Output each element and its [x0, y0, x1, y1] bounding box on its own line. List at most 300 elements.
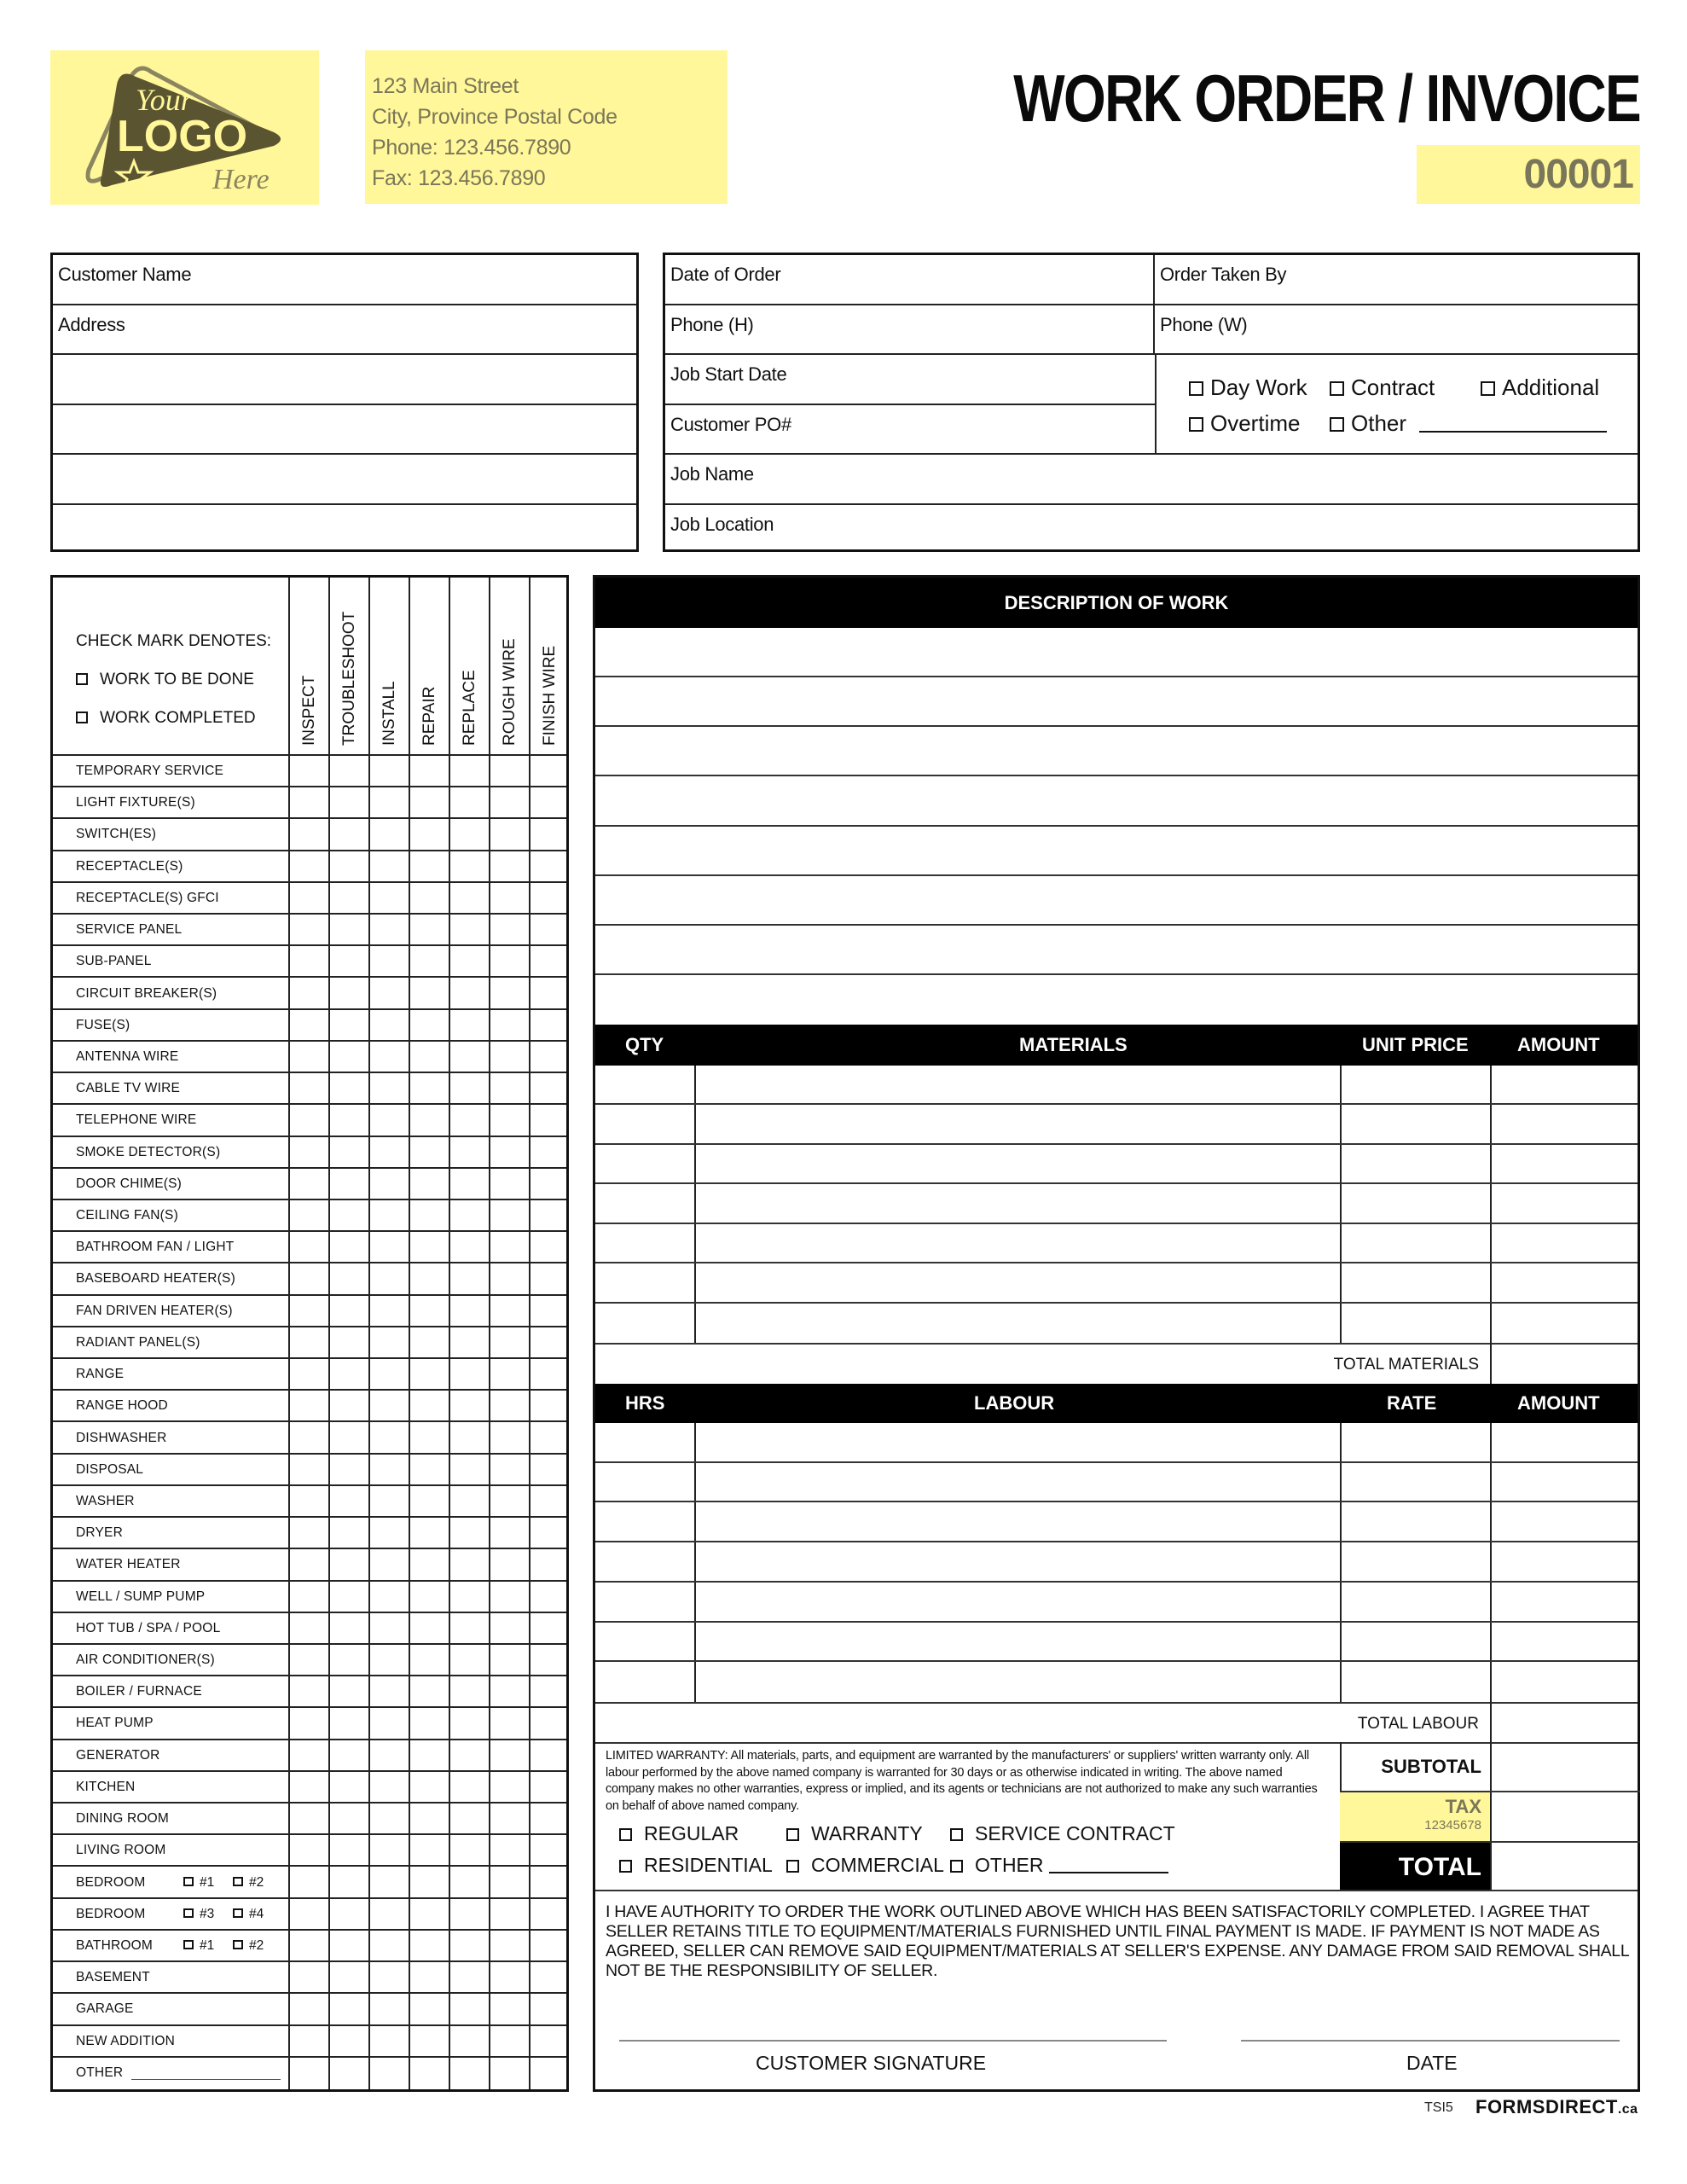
labour-price-cell[interactable]	[1340, 1623, 1490, 1661]
checklist-cell[interactable]	[370, 851, 409, 881]
materials-amount-cell[interactable]	[1490, 1105, 1638, 1142]
checklist-cell[interactable]	[450, 1613, 489, 1643]
checklist-cell[interactable]	[450, 1455, 489, 1484]
checklist-cell[interactable]	[410, 1232, 449, 1262]
checklist-cell[interactable]	[530, 1296, 569, 1326]
checklist-cell[interactable]	[410, 756, 449, 786]
checklist-cell[interactable]	[330, 851, 368, 881]
checklist-cell[interactable]	[530, 787, 569, 817]
checklist-cell[interactable]	[490, 2058, 529, 2089]
checklist-cell[interactable]	[290, 883, 328, 913]
address-field[interactable]: Address	[53, 305, 636, 356]
checklist-cell[interactable]	[530, 1962, 569, 1992]
checklist-cell[interactable]	[410, 979, 449, 1008]
checklist-cell[interactable]	[410, 1042, 449, 1072]
checklist-cell[interactable]	[450, 1169, 489, 1199]
checklist-cell[interactable]	[490, 1200, 529, 1230]
checklist-cell[interactable]	[330, 1073, 368, 1103]
checklist-cell[interactable]	[530, 1200, 569, 1230]
checklist-cell[interactable]	[330, 2026, 368, 2056]
other-type-input[interactable]	[1049, 1855, 1168, 1873]
materials-desc-cell[interactable]	[694, 1263, 1340, 1301]
checklist-cell[interactable]	[530, 1899, 569, 1929]
checklist-cell[interactable]	[530, 915, 569, 944]
materials-qty-cell[interactable]	[595, 1184, 694, 1222]
checklist-cell[interactable]	[410, 1263, 449, 1293]
checklist-cell[interactable]	[290, 1455, 328, 1484]
overtime-checkbox[interactable]: Overtime	[1189, 410, 1300, 437]
materials-amount-cell[interactable]	[1490, 1066, 1638, 1103]
checklist-cell[interactable]	[290, 1994, 328, 2024]
checklist-cell[interactable]	[370, 946, 409, 976]
checklist-cell[interactable]	[290, 1899, 328, 1929]
materials-qty-cell[interactable]	[595, 1263, 694, 1301]
checklist-cell[interactable]	[370, 1994, 409, 2024]
checklist-cell[interactable]	[530, 1391, 569, 1420]
checklist-cell[interactable]	[530, 979, 569, 1008]
regular-checkbox[interactable]: REGULAR	[619, 1822, 739, 1845]
checklist-cell[interactable]	[370, 1676, 409, 1706]
day-work-checkbox[interactable]: Day Work	[1189, 375, 1307, 401]
checklist-cell[interactable]	[290, 1962, 328, 1992]
checklist-cell[interactable]	[410, 1296, 449, 1326]
checklist-cell[interactable]	[290, 1327, 328, 1357]
labour-amount-cell[interactable]	[1490, 1463, 1638, 1502]
checklist-cell[interactable]	[330, 1804, 368, 1833]
checklist-cell[interactable]	[290, 1073, 328, 1103]
checklist-cell[interactable]	[490, 1518, 529, 1548]
checklist-cell[interactable]	[450, 1931, 489, 1960]
checklist-cell[interactable]	[410, 946, 449, 976]
checklist-cell[interactable]	[450, 1391, 489, 1420]
checklist-cell[interactable]	[530, 946, 569, 976]
checklist-cell[interactable]	[330, 1899, 368, 1929]
checklist-cell[interactable]	[450, 1582, 489, 1612]
room-number-checkbox[interactable]: #4	[233, 1907, 264, 1922]
checklist-cell[interactable]	[290, 851, 328, 881]
checklist-cell[interactable]	[490, 1423, 529, 1453]
materials-amount-cell[interactable]	[1490, 1263, 1638, 1301]
checklist-cell[interactable]	[490, 819, 529, 849]
checklist-cell[interactable]	[370, 1137, 409, 1167]
checklist-cell[interactable]	[370, 1423, 409, 1453]
labour-desc-cell[interactable]	[694, 1623, 1340, 1661]
checklist-cell[interactable]	[490, 1962, 529, 1992]
checklist-cell[interactable]	[530, 1931, 569, 1960]
checklist-cell[interactable]	[330, 1296, 368, 1326]
checklist-cell[interactable]	[410, 1073, 449, 1103]
checklist-cell[interactable]	[370, 1582, 409, 1612]
checklist-cell[interactable]	[450, 1549, 489, 1579]
checklist-cell[interactable]	[290, 1740, 328, 1770]
labour-desc-cell[interactable]	[694, 1662, 1340, 1702]
checklist-cell[interactable]	[530, 1740, 569, 1770]
materials-amount-cell[interactable]	[1490, 1224, 1638, 1262]
checklist-cell[interactable]	[530, 1010, 569, 1040]
checklist-cell[interactable]	[370, 787, 409, 817]
checklist-cell[interactable]	[490, 1676, 529, 1706]
checklist-cell[interactable]	[290, 1708, 328, 1738]
labour-qty-cell[interactable]	[595, 1502, 694, 1541]
other-item-input[interactable]	[131, 2061, 281, 2080]
labour-desc-cell[interactable]	[694, 1502, 1340, 1541]
checklist-cell[interactable]	[370, 1549, 409, 1579]
checklist-cell[interactable]	[290, 1549, 328, 1579]
labour-desc-cell[interactable]	[694, 1423, 1340, 1461]
checklist-cell[interactable]	[290, 1296, 328, 1326]
description-line-input[interactable]	[595, 727, 1638, 776]
checklist-cell[interactable]	[490, 979, 529, 1008]
checklist-cell[interactable]	[450, 1105, 489, 1135]
checklist-cell[interactable]	[410, 819, 449, 849]
checklist-cell[interactable]	[490, 1359, 529, 1389]
checklist-cell[interactable]	[370, 1073, 409, 1103]
job-location-field[interactable]: Job Location	[670, 513, 774, 535]
checklist-cell[interactable]	[290, 979, 328, 1008]
labour-qty-cell[interactable]	[595, 1662, 694, 1702]
checklist-cell[interactable]	[330, 1613, 368, 1643]
checklist-cell[interactable]	[410, 2058, 449, 2089]
materials-price-cell[interactable]	[1340, 1184, 1490, 1222]
checklist-cell[interactable]	[490, 1708, 529, 1738]
checklist-cell[interactable]	[330, 1994, 368, 2024]
materials-amount-cell[interactable]	[1490, 1145, 1638, 1182]
labour-qty-cell[interactable]	[595, 1583, 694, 1621]
checklist-cell[interactable]	[330, 1486, 368, 1516]
materials-amount-cell[interactable]	[1490, 1184, 1638, 1222]
checklist-cell[interactable]	[370, 1169, 409, 1199]
checklist-cell[interactable]	[410, 1010, 449, 1040]
checklist-cell[interactable]	[450, 1232, 489, 1262]
checklist-cell[interactable]	[530, 883, 569, 913]
subtotal-amount-field[interactable]	[1492, 1742, 1638, 1791]
checklist-cell[interactable]	[330, 1582, 368, 1612]
checklist-cell[interactable]	[330, 1962, 368, 1992]
checklist-cell[interactable]	[410, 1772, 449, 1802]
checklist-cell[interactable]	[370, 1105, 409, 1135]
checklist-cell[interactable]	[370, 1708, 409, 1738]
checklist-cell[interactable]	[330, 1518, 368, 1548]
checklist-cell[interactable]	[370, 1835, 409, 1865]
checklist-cell[interactable]	[290, 946, 328, 976]
phone-home-field[interactable]: Phone (H)	[665, 305, 1155, 356]
checklist-cell[interactable]	[410, 1708, 449, 1738]
checklist-cell[interactable]	[450, 1486, 489, 1516]
checklist-cell[interactable]	[530, 1327, 569, 1357]
checklist-cell[interactable]	[330, 1010, 368, 1040]
checklist-cell[interactable]	[370, 1359, 409, 1389]
checklist-cell[interactable]	[290, 2058, 328, 2089]
checklist-cell[interactable]	[290, 1518, 328, 1548]
checklist-cell[interactable]	[530, 1613, 569, 1643]
labour-price-cell[interactable]	[1340, 1502, 1490, 1541]
checklist-cell[interactable]	[450, 1899, 489, 1929]
other-type-checkbox[interactable]: OTHER	[950, 1854, 1168, 1877]
materials-price-cell[interactable]	[1340, 1066, 1490, 1103]
phone-work-field[interactable]: Phone (W)	[1155, 305, 1638, 356]
checklist-cell[interactable]	[410, 1423, 449, 1453]
checklist-cell[interactable]	[450, 883, 489, 913]
checklist-cell[interactable]	[370, 1327, 409, 1357]
checklist-cell[interactable]	[290, 2026, 328, 2056]
checklist-cell[interactable]	[490, 1582, 529, 1612]
checklist-cell[interactable]	[530, 1359, 569, 1389]
checklist-cell[interactable]	[370, 1772, 409, 1802]
checklist-cell[interactable]	[450, 2058, 489, 2089]
checklist-cell[interactable]	[530, 2026, 569, 2056]
checklist-cell[interactable]	[530, 2058, 569, 2089]
checklist-cell[interactable]	[450, 1073, 489, 1103]
description-line-input[interactable]	[595, 628, 1638, 677]
materials-desc-cell[interactable]	[694, 1105, 1340, 1142]
materials-desc-cell[interactable]	[694, 1145, 1340, 1182]
checklist-cell[interactable]	[490, 1296, 529, 1326]
address-line-4-field[interactable]	[53, 455, 636, 505]
checklist-cell[interactable]	[450, 1740, 489, 1770]
checklist-cell[interactable]	[490, 1232, 529, 1262]
checklist-cell[interactable]	[370, 1740, 409, 1770]
materials-qty-cell[interactable]	[595, 1105, 694, 1142]
checklist-cell[interactable]	[290, 819, 328, 849]
checklist-cell[interactable]	[530, 1518, 569, 1548]
labour-price-cell[interactable]	[1340, 1583, 1490, 1621]
checklist-cell[interactable]	[530, 1994, 569, 2024]
checklist-cell[interactable]	[490, 1645, 529, 1675]
checklist-cell[interactable]	[330, 1676, 368, 1706]
checklist-cell[interactable]	[290, 915, 328, 944]
checklist-cell[interactable]	[450, 1962, 489, 1992]
checklist-cell[interactable]	[530, 1169, 569, 1199]
checklist-cell[interactable]	[330, 1105, 368, 1135]
checklist-cell[interactable]	[410, 1105, 449, 1135]
date-signature-line[interactable]	[1241, 2040, 1620, 2042]
labour-price-cell[interactable]	[1340, 1542, 1490, 1581]
checklist-cell[interactable]	[330, 946, 368, 976]
materials-price-cell[interactable]	[1340, 1263, 1490, 1301]
materials-amount-cell[interactable]	[1490, 1304, 1638, 1343]
checklist-cell[interactable]	[290, 1582, 328, 1612]
checklist-cell[interactable]	[330, 883, 368, 913]
checklist-cell[interactable]	[410, 1867, 449, 1897]
checklist-cell[interactable]	[450, 1327, 489, 1357]
additional-checkbox[interactable]: Additional	[1481, 375, 1599, 401]
checklist-cell[interactable]	[490, 787, 529, 817]
checklist-cell[interactable]	[370, 1042, 409, 1072]
checklist-cell[interactable]	[530, 1137, 569, 1167]
checklist-cell[interactable]	[450, 915, 489, 944]
checklist-cell[interactable]	[370, 915, 409, 944]
checklist-cell[interactable]	[330, 1263, 368, 1293]
checklist-cell[interactable]	[450, 946, 489, 976]
contract-checkbox[interactable]: Contract	[1330, 375, 1435, 401]
checklist-cell[interactable]	[370, 1296, 409, 1326]
checklist-cell[interactable]	[410, 1645, 449, 1675]
labour-amount-cell[interactable]	[1490, 1583, 1638, 1621]
labour-price-cell[interactable]	[1340, 1662, 1490, 1702]
tax-amount-field[interactable]	[1492, 1792, 1638, 1841]
checklist-cell[interactable]	[290, 1613, 328, 1643]
checklist-cell[interactable]	[330, 1867, 368, 1897]
checklist-cell[interactable]	[450, 1200, 489, 1230]
checklist-cell[interactable]	[490, 1105, 529, 1135]
checklist-cell[interactable]	[330, 1169, 368, 1199]
labour-qty-cell[interactable]	[595, 1623, 694, 1661]
checklist-cell[interactable]	[370, 1867, 409, 1897]
checklist-cell[interactable]	[370, 819, 409, 849]
checklist-cell[interactable]	[410, 787, 449, 817]
checklist-cell[interactable]	[450, 1708, 489, 1738]
checklist-cell[interactable]	[450, 1296, 489, 1326]
other-work-type-input[interactable]	[1419, 410, 1607, 437]
checklist-cell[interactable]	[370, 2058, 409, 2089]
materials-desc-cell[interactable]	[694, 1066, 1340, 1103]
labour-price-cell[interactable]	[1340, 1463, 1490, 1502]
checklist-cell[interactable]	[330, 1137, 368, 1167]
description-line-input[interactable]	[595, 827, 1638, 876]
checklist-cell[interactable]	[290, 1931, 328, 1960]
checklist-cell[interactable]	[490, 851, 529, 881]
checklist-cell[interactable]	[290, 1645, 328, 1675]
other-work-type-checkbox[interactable]: Other	[1330, 410, 1406, 437]
checklist-cell[interactable]	[450, 1867, 489, 1897]
checklist-cell[interactable]	[410, 1931, 449, 1960]
materials-price-cell[interactable]	[1340, 1224, 1490, 1262]
labour-amount-cell[interactable]	[1490, 1502, 1638, 1541]
checklist-cell[interactable]	[370, 1010, 409, 1040]
checklist-cell[interactable]	[330, 1232, 368, 1262]
checklist-cell[interactable]	[450, 1042, 489, 1072]
checklist-cell[interactable]	[290, 1391, 328, 1420]
checklist-cell[interactable]	[410, 2026, 449, 2056]
labour-qty-cell[interactable]	[595, 1463, 694, 1502]
checklist-cell[interactable]	[530, 851, 569, 881]
commercial-checkbox[interactable]: COMMERCIAL	[786, 1854, 944, 1877]
checklist-cell[interactable]	[530, 1645, 569, 1675]
description-line-input[interactable]	[595, 677, 1638, 727]
address-line-3-field[interactable]	[53, 405, 636, 456]
materials-qty-cell[interactable]	[595, 1224, 694, 1262]
checklist-cell[interactable]	[450, 1835, 489, 1865]
checklist-cell[interactable]	[490, 1931, 529, 1960]
checklist-cell[interactable]	[530, 1105, 569, 1135]
materials-desc-cell[interactable]	[694, 1184, 1340, 1222]
checklist-cell[interactable]	[450, 1645, 489, 1675]
checklist-cell[interactable]	[290, 1105, 328, 1135]
checklist-cell[interactable]	[450, 1676, 489, 1706]
checklist-cell[interactable]	[490, 1772, 529, 1802]
checklist-cell[interactable]	[530, 1582, 569, 1612]
total-labour-amount-field[interactable]	[1492, 1702, 1638, 1742]
checklist-cell[interactable]	[290, 1137, 328, 1167]
checklist-cell[interactable]	[330, 819, 368, 849]
checklist-cell[interactable]	[330, 1740, 368, 1770]
checklist-cell[interactable]	[370, 1263, 409, 1293]
checklist-cell[interactable]	[490, 946, 529, 976]
checklist-cell[interactable]	[330, 1327, 368, 1357]
checklist-cell[interactable]	[490, 1994, 529, 2024]
checklist-cell[interactable]	[410, 1359, 449, 1389]
checklist-cell[interactable]	[410, 883, 449, 913]
checklist-cell[interactable]	[410, 1391, 449, 1420]
checklist-cell[interactable]	[410, 1327, 449, 1357]
checklist-cell[interactable]	[330, 979, 368, 1008]
checklist-cell[interactable]	[490, 1391, 529, 1420]
checklist-cell[interactable]	[290, 1042, 328, 1072]
checklist-cell[interactable]	[290, 1010, 328, 1040]
labour-price-cell[interactable]	[1340, 1423, 1490, 1461]
checklist-cell[interactable]	[490, 1740, 529, 1770]
checklist-cell[interactable]	[490, 1137, 529, 1167]
checklist-cell[interactable]	[450, 979, 489, 1008]
checklist-cell[interactable]	[370, 1804, 409, 1833]
checklist-cell[interactable]	[490, 1263, 529, 1293]
checklist-cell[interactable]	[330, 1549, 368, 1579]
checklist-cell[interactable]	[410, 1582, 449, 1612]
checklist-cell[interactable]	[370, 883, 409, 913]
labour-qty-cell[interactable]	[595, 1542, 694, 1581]
checklist-cell[interactable]	[530, 1867, 569, 1897]
checklist-cell[interactable]	[330, 1772, 368, 1802]
checklist-cell[interactable]	[370, 1645, 409, 1675]
checklist-cell[interactable]	[450, 1263, 489, 1293]
room-number-checkbox[interactable]: #2	[233, 1875, 264, 1891]
total-amount-field[interactable]	[1492, 1843, 1638, 1890]
checklist-cell[interactable]	[330, 787, 368, 817]
customer-name-field[interactable]: Customer Name	[53, 255, 636, 305]
checklist-cell[interactable]	[530, 756, 569, 786]
checklist-cell[interactable]	[490, 1455, 529, 1484]
checklist-cell[interactable]	[450, 1359, 489, 1389]
checklist-cell[interactable]	[410, 1613, 449, 1643]
materials-qty-cell[interactable]	[595, 1066, 694, 1103]
labour-amount-cell[interactable]	[1490, 1662, 1638, 1702]
checklist-cell[interactable]	[450, 1994, 489, 2024]
materials-price-cell[interactable]	[1340, 1105, 1490, 1142]
checklist-cell[interactable]	[530, 1423, 569, 1453]
checklist-cell[interactable]	[370, 979, 409, 1008]
checklist-cell[interactable]	[490, 1073, 529, 1103]
checklist-cell[interactable]	[330, 1835, 368, 1865]
labour-desc-cell[interactable]	[694, 1463, 1340, 1502]
checklist-cell[interactable]	[330, 1042, 368, 1072]
checklist-cell[interactable]	[370, 1200, 409, 1230]
checklist-cell[interactable]	[450, 787, 489, 817]
checklist-cell[interactable]	[410, 851, 449, 881]
checklist-cell[interactable]	[290, 756, 328, 786]
checklist-cell[interactable]	[410, 1740, 449, 1770]
room-number-checkbox[interactable]: #3	[183, 1907, 214, 1922]
checklist-cell[interactable]	[410, 1994, 449, 2024]
job-name-field[interactable]: Job Name	[665, 455, 1638, 505]
address-line-2-field[interactable]	[53, 355, 636, 405]
materials-qty-cell[interactable]	[595, 1145, 694, 1182]
checklist-cell[interactable]	[330, 1200, 368, 1230]
materials-desc-cell[interactable]	[694, 1304, 1340, 1343]
description-line-input[interactable]	[595, 975, 1638, 1025]
service-contract-checkbox[interactable]: SERVICE CONTRACT	[950, 1822, 1175, 1845]
checklist-cell[interactable]	[370, 1613, 409, 1643]
checklist-cell[interactable]	[490, 1899, 529, 1929]
date-of-order-field[interactable]: Date of Order	[665, 255, 1155, 305]
checklist-cell[interactable]	[290, 1676, 328, 1706]
checklist-cell[interactable]	[450, 756, 489, 786]
checklist-cell[interactable]	[450, 1010, 489, 1040]
checklist-cell[interactable]	[290, 1772, 328, 1802]
checklist-cell[interactable]	[530, 1549, 569, 1579]
checklist-cell[interactable]	[410, 1835, 449, 1865]
checklist-cell[interactable]	[410, 1200, 449, 1230]
checklist-cell[interactable]	[410, 1804, 449, 1833]
